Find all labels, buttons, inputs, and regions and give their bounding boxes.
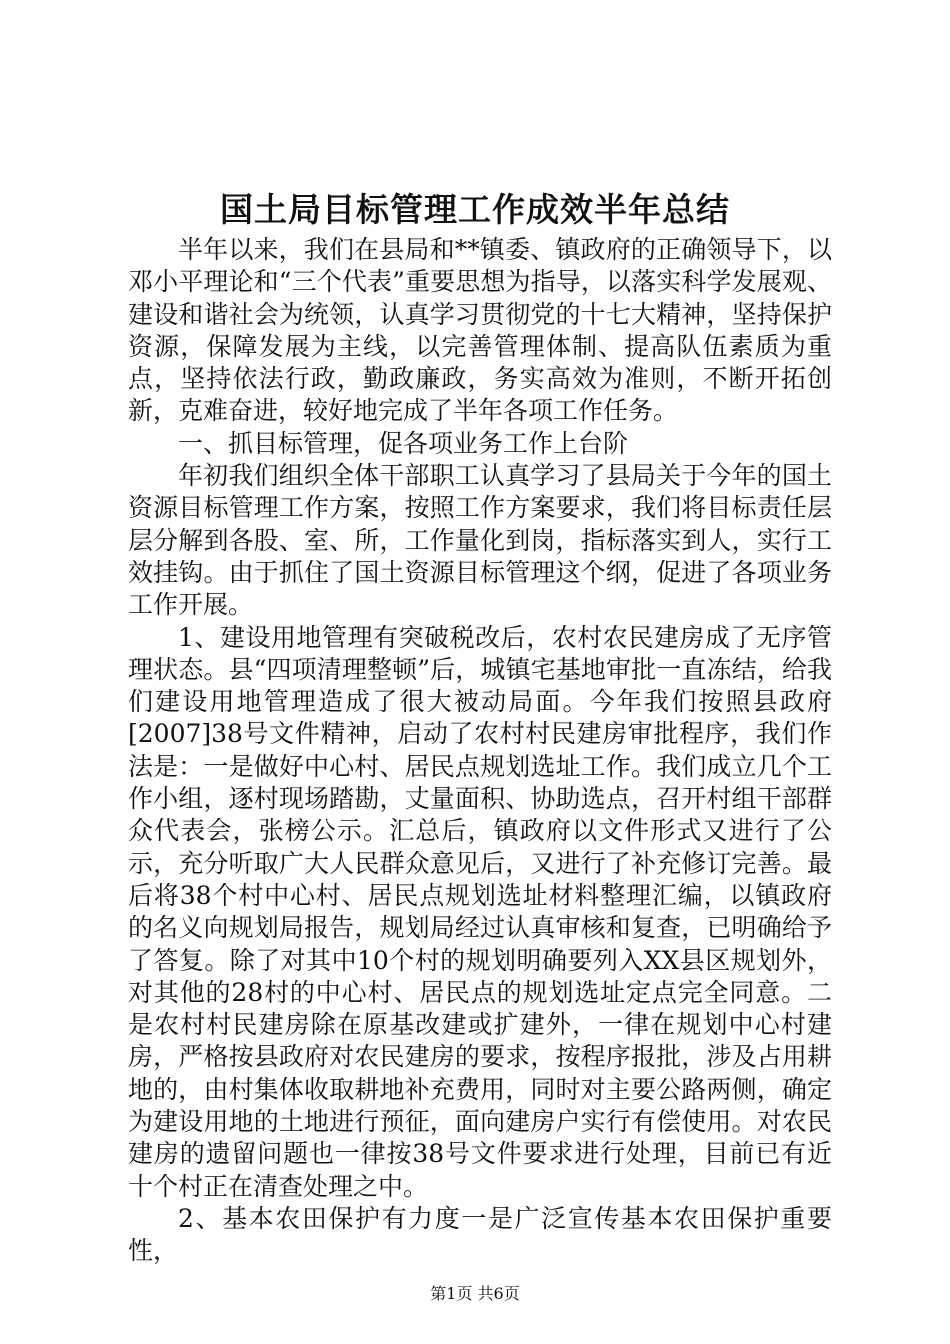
paragraph-intro: 半年以来，我们在县局和**镇委、镇政府的正确领导下，以邓小平理论和“三个代表”重要思想为指导，以落实科学发展观、建设和谐社会为统领，认真学习贯彻党的十七大精神，坚持保护资源，保障发展为主线，以完善管理体制、提高队伍素质为重点，坚持依法行政，勤政廉政，务实高效为准则，不断开拓创新，克难奋进，较好地完成了半年各项工作任务。 [128, 235, 832, 426]
paragraph-target-management: 年初我们组织全体干部职工认真学习了县局关于今年的国土资源目标管理工作方案，按照工作方案要求，我们将目标责任层层分解到各股、室、所，工作量化到岗，指标落实到人，实行工效挂钩。由于抓住了国土资源目标管理这个纲，促进了各项业务工作开展。 [128, 461, 832, 620]
paragraph-construction-land: 1、建设用地管理有突破税改后，农村农民建房成了无序管理状态。县“四项清理整顿”后，城镇宅基地审批一直冻结，给我们建设用地管理造成了很大被动局面。今年我们按照县政府[2007]38号文件精神，启动了农村村民建房审批程序，我们作法是：一是做好中心村、居民点规划选址工作。我们成立几个工作小组，逐村现场踏勘，丈量面积、协助选点，召开村组干部群众代表会，张榜公示。汇总后，镇政府以文件形式又进行了公示，充分听取广大人民群众意见后，又进行了补充修订完善。最后将38个村中心村、居民点规划选址材料整理汇编，以镇政府的名义向规划局报告，规划局经过认真审核和复查，已明确给予了答复。除了对其中10个村的规划明确要列入XX县区规划外，对其他的28村的中心村、居民点的规划选址定点完全同意。二是农村村民建房除在原基改建或扩建外，一律在规划中心村建房，严格按县政府对农民建房的要求，按程序报批，涉及占用耕地的，由村集体收取耕地补充费用，同时对主要公路两侧，确定为建设用地的土地进行预征，面向建房户实行有偿使用。对农民建房的遗留问题也一律按38号文件要求进行处理，目前已有近十个村正在清查处理之中。 [128, 622, 832, 1201]
document-body [128, 234, 832, 1268]
section-heading-1: 一、抓目标管理，促各项业务工作上台阶 [178, 428, 629, 458]
page-number-footer: 第1页 共6页 [430, 1284, 520, 1303]
document-title: 国土局目标管理工作成效半年总结 [220, 190, 730, 229]
paragraph-farmland-protection: 2、基本农田保护有力度一是广泛宣传基本农田保护重要性， [128, 1203, 832, 1266]
